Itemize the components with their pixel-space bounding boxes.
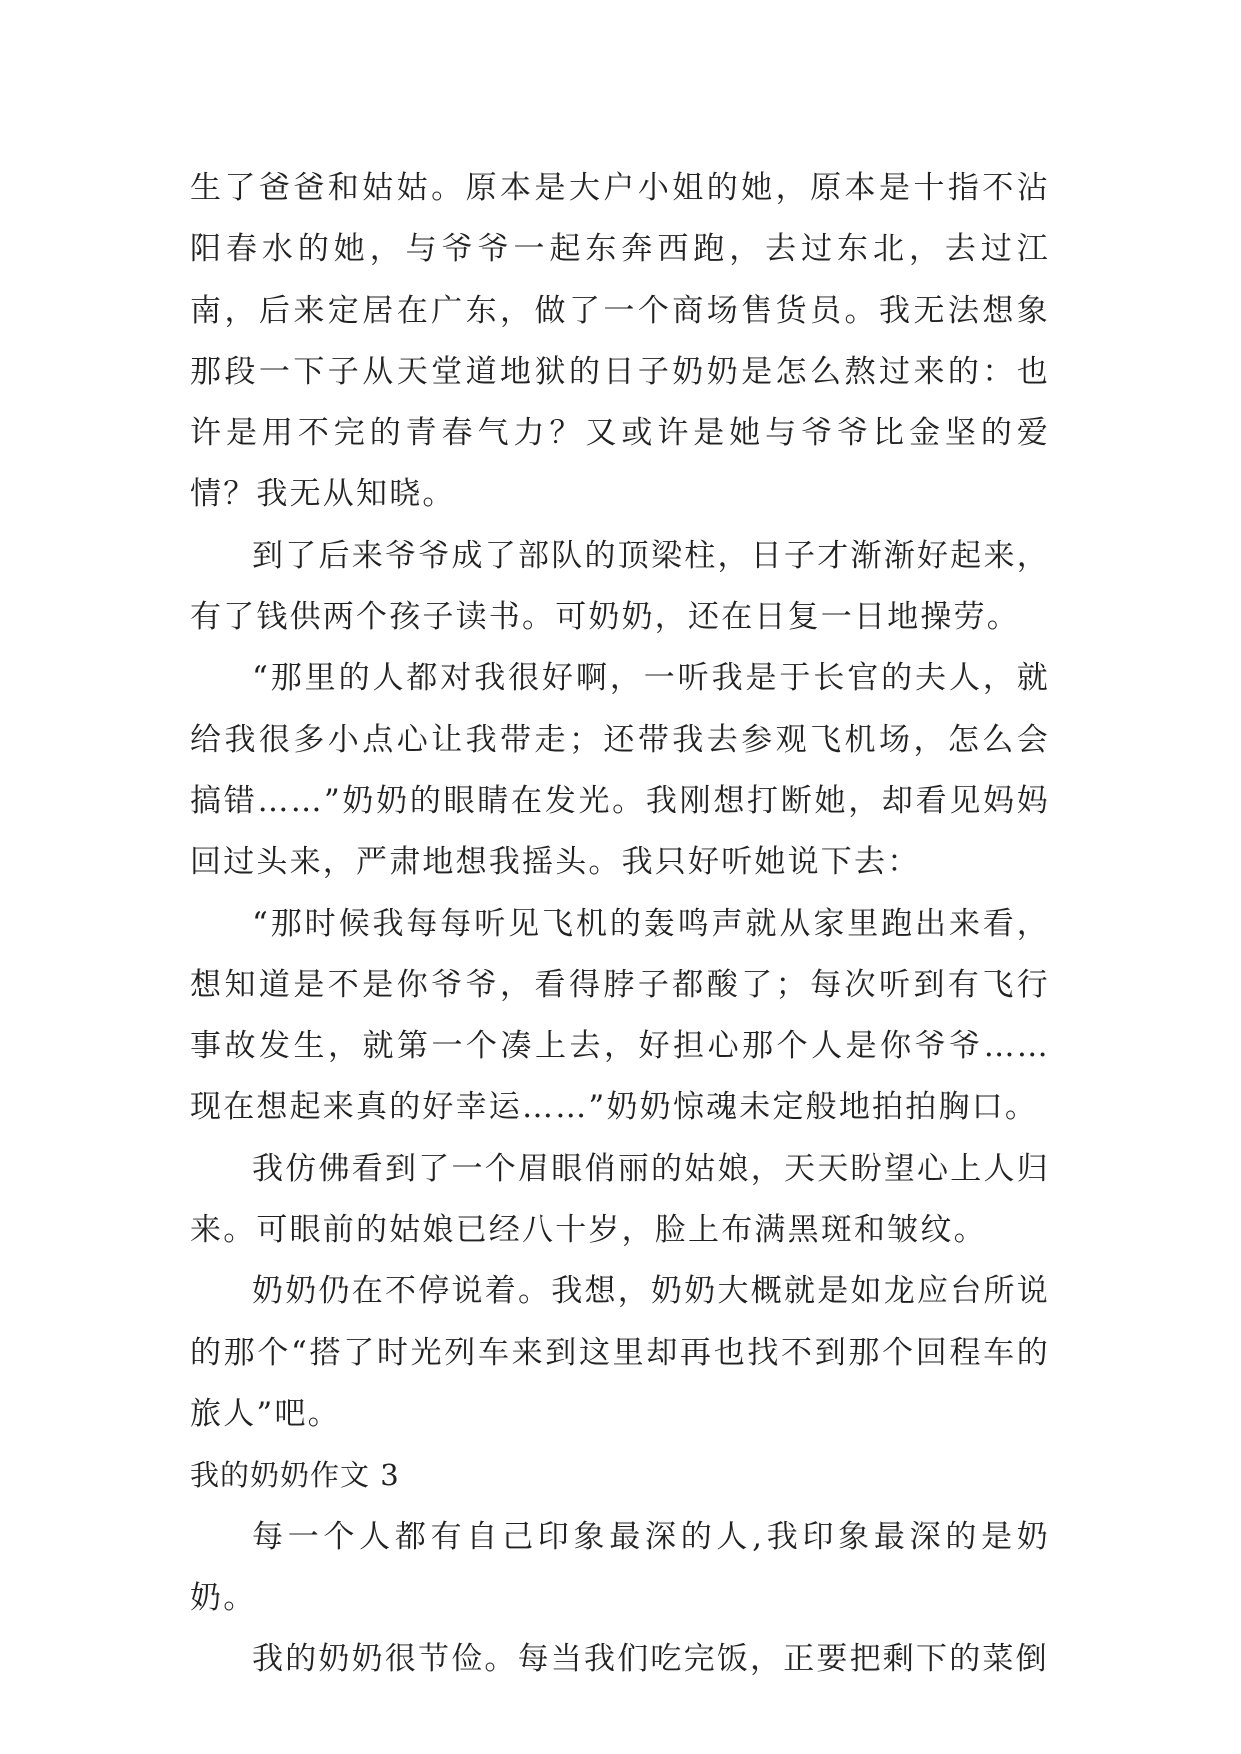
paragraph: 每一个人都有自己印象最深的人,我印象最深的是奶奶。 <box>190 1518 1050 1616</box>
paragraph: 我的奶奶很节俭。每当我们吃完饭，正要把剩下的菜倒 <box>252 1641 1049 1678</box>
paragraph: “那时候我每每听见飞机的轰鸣声就从家里跑出来看，想知道是不是你爷爷，看得脖子都酸了；每次听到有飞行事故发生，就第一个凑上去，好担心那个人是你爷爷……现在想起来真的好幸运……”奶奶惊魂未定般地拍拍胸口。 <box>190 905 1050 1126</box>
paragraph: 我仿佛看到了一个眉眼俏丽的姑娘，天天盼望心上人归来。可眼前的姑娘已经八十岁，脸上布满黑斑和皱纹。 <box>190 1150 1050 1249</box>
paragraph: “那里的人都对我很好啊，一听我是于长官的夫人，就给我很多小点心让我带走；还带我去参观飞机场，怎么会搞错……”奶奶的眼睛在发光。我刚想打断她，却看见妈妈回过头来，严肃地想我摇头。我只好听她说下去： <box>190 660 1050 881</box>
paragraph: 到了后来爷爷成了部队的顶梁柱，日子才渐渐好起来，有了钱供两个孩子读书。可奶奶，还在日复一日地操劳。 <box>190 537 1050 636</box>
document-body <box>190 158 1050 1690</box>
paragraph: 生了爸爸和姑姑。原本是大户小姐的她，原本是十指不沾阳春水的她，与爷爷一起东奔西跑，去过东北，去过江南，后来定居在广东，做了一个商场售货员。我无法想象那段一下子从天堂道地狱的日子奶奶是怎么熬过来的：也许是用不完的青春气力？又或许是她与爷爷比金坚的爱情？我无从知晓。 <box>190 170 1050 513</box>
section-heading: 我的奶奶作文 3 <box>190 1458 400 1493</box>
paragraph: 奶奶仍在不停说着。我想，奶奶大概就是如龙应台所说的那个“搭了时光列车来到这里却再也找不到那个回程车的旅人”吧。 <box>190 1273 1050 1432</box>
